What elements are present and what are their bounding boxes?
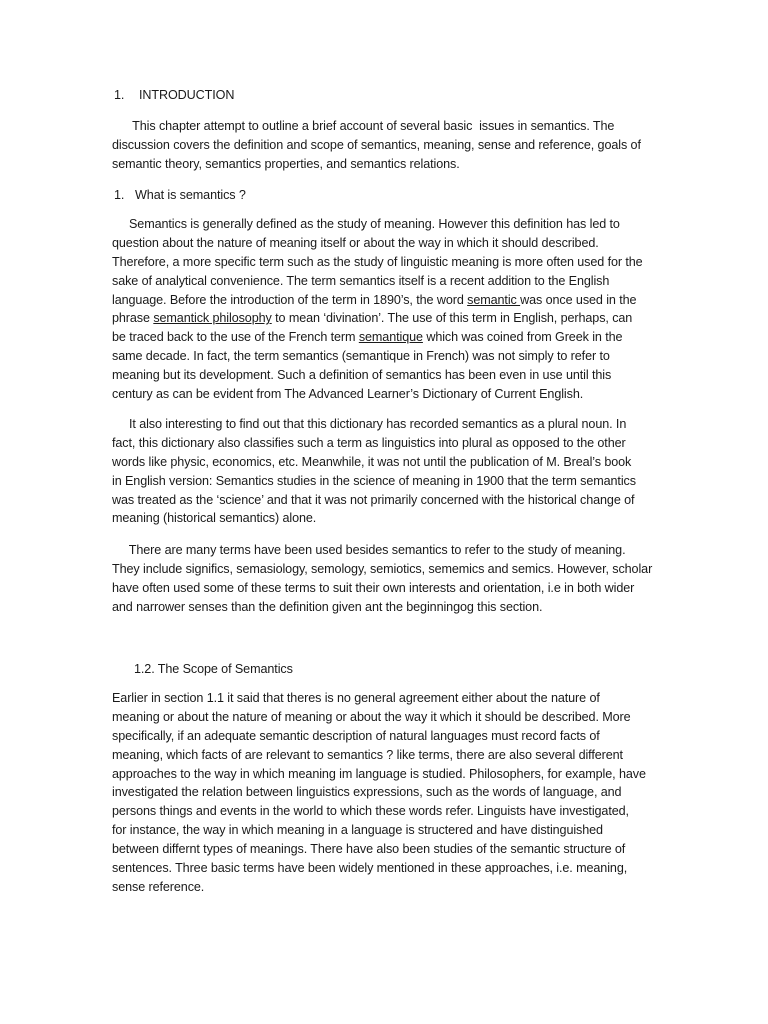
text-line: sentences. Three basic terms have been widely mentioned in these approaches, i.e. meaning, [112,861,628,876]
text-line [112,328,672,347]
paragraph-intro [112,117,672,174]
text-line: century as can be evident from The Advanced Learner’s Dictionary of Current English. [112,387,584,402]
text-line: words like physic, economics, etc. Meanwhile, it was not until the publication of M. Breal’s book [112,454,632,469]
text-line: have often used some of these terms to suit their own interests and orientation, i.e in both wider [112,580,635,595]
text-segment: which was coined from Greek in the [422,330,623,345]
underlined-term: semantique [358,330,423,345]
text-line: meaning, which facts of are relevant to semantics ? like terms, there are also several different [112,747,623,762]
underlined-term: semantic [467,292,521,307]
text-line: This chapter attempt to outline a brief account of several basic issues in semantics. The [112,119,615,133]
paragraph-definition [112,215,672,404]
section-number: 1. [114,88,125,102]
text-line: meaning (historical semantics) alone. [112,511,317,526]
text-line: between differnt types of meanings. There have also been studies of the semantic structure of [112,842,626,857]
text-line: Semantics is generally defined as the study of meaning. However this definition has led to [112,217,620,231]
section-heading-introduction [114,86,234,105]
text-line: approaches to the way in which meaning im language is studied. Philosophers, for example, have [112,766,646,781]
text-line: They include significs, semasiology, semology, semiotics, sememics and semics. However, scholar [112,561,653,576]
paragraph-terms [112,541,672,617]
text-line: investigated the relation between linguistics expressions, such as the words of language, and [112,785,622,800]
text-segment: language. Before the introduction of the term in 1890’s, the word [112,292,468,307]
text-line: meaning but its development. Such a definition of semantics has been even in use until this [112,368,612,383]
text-line: There are many terms have been used besides semantics to refer to the study of meaning. [112,543,626,557]
text-line: for instance, the way in which meaning in a language is structered and have distinguished [112,823,603,838]
text-line [112,291,672,310]
text-line: meaning or about the nature of meaning or about the way it which it should be described. More [112,709,631,724]
text-line: It also interesting to find out that this dictionary has recorded semantics as a plural noun. In [112,417,627,431]
underlined-term: semantick philosophy [153,311,272,326]
section-title: What is semantics ? [135,188,246,202]
text-segment: be traced back to the use of the French term [112,330,359,345]
text-line: sake of analytical convenience. The term semantics itself is a recent addition to the English [112,273,610,288]
text-line: semantic theory, semantics properties, and semantics relations. [112,156,460,171]
text-line: Therefore, a more specific term such as the study of linguistic meaning is more often used for the [112,254,643,269]
text-line: was treated as the ‘science’ and that it was not primarily concerned with the historical change of [112,492,635,507]
text-line: discussion covers the definition and scope of semantics, meaning, sense and reference, goals of [112,137,641,152]
text-segment: to mean ‘divination’. The use of this term in English, perhaps, can [271,311,633,326]
text-line: Earlier in section 1.1 it said that theres is no general agreement either about the nature of [112,691,600,705]
text-line: same decade. In fact, the term semantics (semantique in French) was not simply to refer to [112,349,610,364]
text-line: sense reference. [112,879,205,894]
section-heading-what-is-semantics [114,186,246,205]
text-segment: phrase [112,311,154,326]
section-heading-scope: 1.2. The Scope of Semantics [134,662,293,676]
text-segment: was once used in the [520,292,637,307]
section-number: 1. [114,188,125,202]
text-line [112,309,672,328]
text-line: in English version: Semantics studies in the science of meaning in 1900 that the term semantics [112,473,636,488]
text-line: specifically, if an adequate semantic description of natural languages must record facts of [112,728,600,743]
paragraph-dictionary [112,415,672,528]
section-title: INTRODUCTION [139,88,235,102]
text-line: persons things and events in the world to which these words refer. Linguists have investigated, [112,804,629,819]
text-line: and narrower senses than the definition given ant the beginningog this section. [112,599,543,614]
text-line: fact, this dictionary also classifies such a term as linguistics into plural as opposed to the other [112,435,626,450]
text-line: question about the nature of meaning itself or about the way in which it should described. [112,235,599,250]
paragraph-scope [112,689,672,897]
